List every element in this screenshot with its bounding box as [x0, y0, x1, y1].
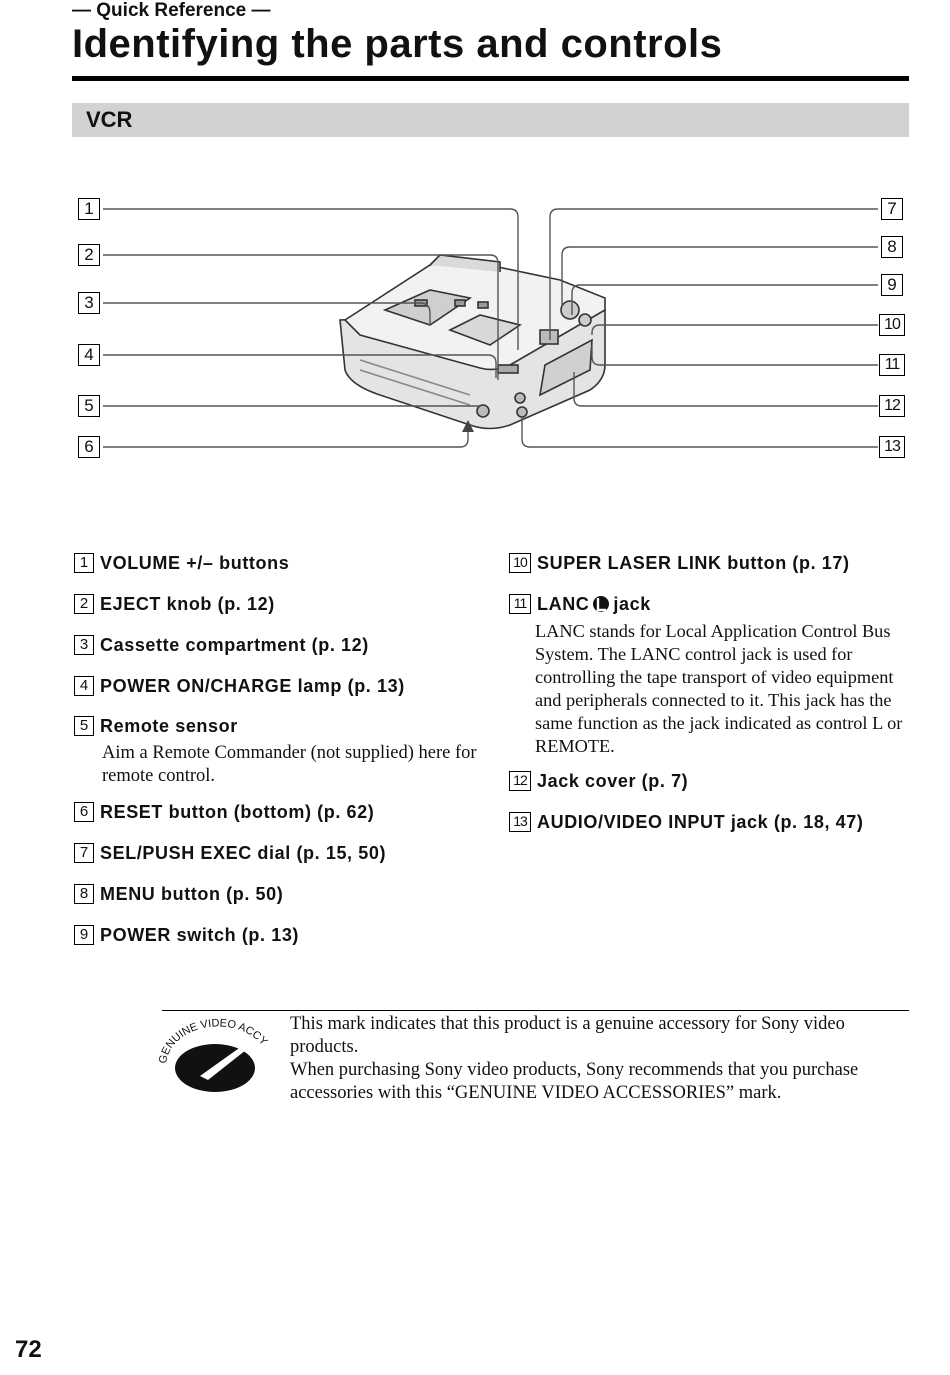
page-number: 72	[15, 1336, 42, 1363]
item-label: jack	[613, 593, 651, 614]
vcr-diagram	[0, 180, 950, 480]
list-item	[74, 550, 494, 591]
item-label: Jack cover (p. 7)	[537, 770, 689, 791]
footer-rule	[162, 1010, 909, 1011]
callout-1: 1	[78, 198, 100, 220]
accessory-notice-line1: This mark indicates that this product is a genuine accessory for Sony video products.	[290, 1014, 845, 1057]
callout-5: 5	[78, 395, 100, 417]
item-number: 3	[74, 635, 94, 655]
item-number: 7	[74, 843, 94, 863]
item-number: 1	[74, 553, 94, 573]
list-item	[74, 799, 494, 840]
logo-arc-text: GENUINE VIDEO ACCY	[158, 1017, 270, 1065]
vcr-illustration	[0, 180, 950, 480]
callout-6: 6	[78, 436, 100, 458]
callout-12: 12	[879, 395, 905, 417]
list-item	[509, 591, 909, 768]
item-number: 4	[74, 676, 94, 696]
item-label: AUDIO/VIDEO INPUT jack (p. 18, 47)	[537, 811, 864, 832]
callout-9: 9	[881, 274, 903, 296]
item-number: 10	[509, 553, 531, 573]
item-number: 12	[509, 771, 531, 791]
parts-list-right	[509, 550, 909, 850]
list-item	[74, 713, 494, 799]
callout-10: 10	[879, 314, 905, 336]
lanc-icon	[592, 595, 610, 613]
callout-2: 2	[78, 244, 100, 266]
title-rule	[72, 76, 909, 81]
callout-4: 4	[78, 344, 100, 366]
item-label: POWER switch (p. 13)	[100, 924, 300, 945]
list-item	[509, 768, 909, 809]
item-label: VOLUME +/– buttons	[100, 552, 290, 573]
item-number: 5	[74, 716, 94, 736]
list-item	[74, 673, 494, 713]
item-label: SEL/PUSH EXEC dial (p. 15, 50)	[100, 842, 387, 863]
item-number: 6	[74, 802, 94, 822]
item-label: SUPER LASER LINK button (p. 17)	[537, 552, 850, 573]
callout-3: 3	[78, 292, 100, 314]
item-label: MENU button (p. 50)	[100, 883, 284, 904]
vcr-band	[72, 103, 909, 137]
item-label: EJECT knob (p. 12)	[100, 593, 275, 614]
callout-7: 7	[881, 198, 903, 220]
list-item	[74, 632, 494, 673]
item-number: 2	[74, 594, 94, 614]
list-item	[74, 840, 494, 881]
callout-8: 8	[881, 236, 903, 258]
page-title: Identifying the parts and controls	[72, 22, 723, 66]
item-number: 8	[74, 884, 94, 904]
item-label: Cassette compartment (p. 12)	[100, 634, 369, 655]
item-label: POWER ON/CHARGE lamp (p. 13)	[100, 675, 405, 696]
callout-13: 13	[879, 436, 905, 458]
list-item	[509, 809, 909, 850]
item-label: Remote sensor	[100, 715, 238, 736]
genuine-video-accessory-logo	[158, 1016, 276, 1100]
item-number: 13	[509, 812, 531, 832]
item-label: RESET button (bottom) (p. 62)	[100, 801, 375, 822]
list-item	[74, 922, 494, 963]
list-item	[74, 881, 494, 922]
accessory-notice-line2: When purchasing Sony video products, Sony recommends that you purchase accessories with this “GENUINE VIDEO ACCESSORIES” mark.	[290, 1060, 859, 1103]
item-description: LANC stands for Local Application Control Bus System. The LANC control jack is used for controlling the tape transport of video equipment and peripherals connected to it. This jack has the same function as the jack indicated as control L or REMOTE.	[535, 621, 903, 756]
item-number: 9	[74, 925, 94, 945]
list-item	[509, 550, 909, 591]
item-description: Aim a Remote Commander (not supplied) here for remote control.	[102, 743, 477, 786]
list-item	[74, 591, 494, 632]
accessory-notice	[290, 1013, 890, 1105]
parts-list-left	[74, 550, 494, 963]
item-number: 11	[509, 594, 531, 614]
vcr-band-label: VCR	[86, 107, 133, 132]
item-label: LANC	[537, 593, 590, 614]
genuine-accessory-logo-icon	[158, 1016, 276, 1100]
callout-11: 11	[879, 354, 905, 376]
section-label: — Quick Reference —	[72, 0, 271, 21]
